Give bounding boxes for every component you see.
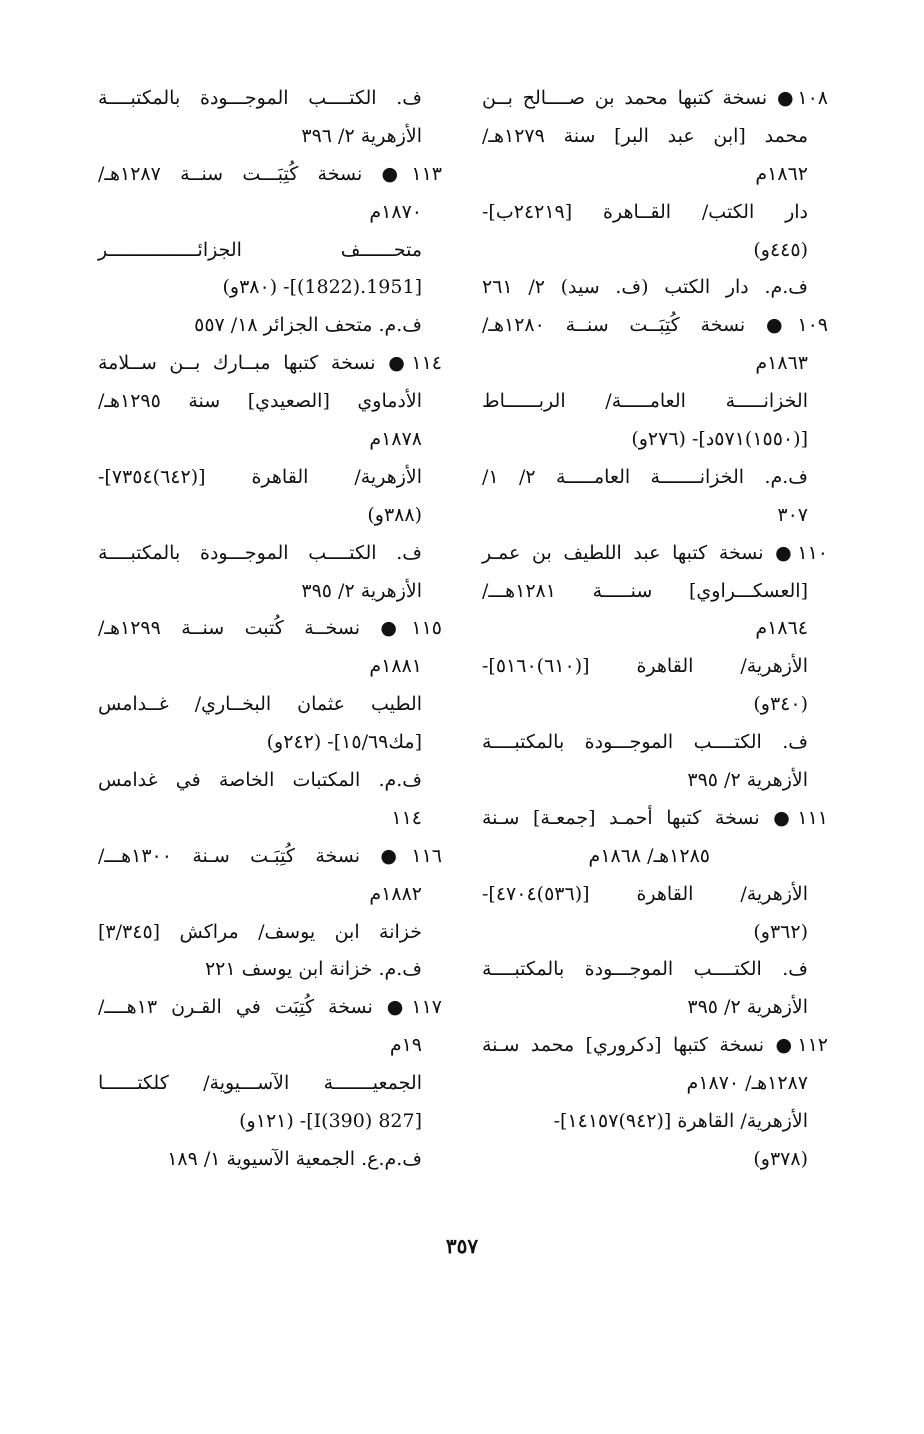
- text-line: ١٠٩● نسخة كُتِبَــت سنــة ١٢٨٠هـ/: [482, 314, 828, 337]
- text-line: ١١٥● نسخــة كُتبت سنــة ١٢٩٩هـ/: [98, 617, 442, 640]
- text-line: ١١٤: [391, 806, 422, 829]
- text-line: ف.م.ع. الجمعية الآسيوية ١/ ١٨٩: [167, 1147, 422, 1170]
- text-line: ف.م. خزانة ابن يوسف ٢٢١: [204, 958, 422, 981]
- text-line: (٣٤٠و): [753, 693, 808, 716]
- text-line: ف.م. الخزانـــــــة العامـــــة ٢/ ١/: [482, 465, 808, 488]
- text-line: الطيب عثمان البخــاري/ غــدامس: [98, 693, 422, 716]
- text-line: ١١٦● نسخة كُتِبَـت سـنة ١٣٠٠هـــ/: [98, 844, 442, 867]
- text-line: ١١٤● نسخة كتبها مبــارك بــن ســلامة: [98, 352, 442, 375]
- text-line: (٤٤٥و): [753, 238, 808, 261]
- text-line: ١١٢● نسخة كتبها [دكروري] محمد سـنة: [482, 1034, 828, 1057]
- text-line: الخزانـــــة العامـــــة/ الربــــــاط: [482, 390, 808, 413]
- text-line: محمد [ابن عبد البر] سنة ١٢٧٩هـ/: [482, 124, 808, 147]
- text-line: [(١٥٥٠)٥٧١د]- (٢٧٦و): [631, 428, 808, 451]
- page-number: ٣٥٧: [445, 1234, 479, 1258]
- text-line: الجمعيـــــــة الآســـيوية/ كلكتــــــا: [98, 1072, 422, 1095]
- text-line: الأدماوي [الصعيدي] سنة ١٢٩٥هـ/: [98, 390, 422, 413]
- text-line: الأزهرية/ القاهرة [(٦١٠)٥١٦٠]-: [482, 655, 808, 678]
- text-line: [827 I(390)]- (١٢١و): [239, 1110, 422, 1133]
- text-line: ٣٠٧: [777, 503, 808, 526]
- text-line: ف. الكتــــب الموجـــودة بالمكتبــــة: [98, 541, 422, 564]
- text-line: ١١٧● نسخة كُتِبَت في القـرن ١٣هــــ/: [98, 996, 442, 1019]
- text-line: ف. الكتــــب الموجـــودة بالمكتبــــة: [98, 87, 422, 109]
- text-line: ف.م. متحف الجزائر ١٨/ ٥٥٧: [194, 314, 422, 337]
- text-line: [1951.(1822)]- (٣٨٠و): [222, 276, 422, 299]
- text-line: متحــــــف الجزائــــــــــــــــر: [98, 238, 422, 261]
- text-line: ١٢٨٧هـ/ ١٨٧٠م: [686, 1072, 808, 1095]
- text-line: الأزهرية ٢/ ٣٩٥: [687, 996, 808, 1019]
- text-line: ١١٣● نسخة كُتِبَـــت سنــة ١٢٨٧هـ/: [98, 162, 442, 185]
- text-line: الأزهرية/ القاهرة [(٩٤٢)١٤١٥٧]-: [553, 1110, 808, 1133]
- text-line: ١٨٧٠م: [369, 200, 422, 223]
- text-line: [مك١٥/٦٩]- (٢٤٢و): [266, 731, 422, 754]
- text-line: ١١٠● نسخة كتبها عبد اللطيف بن عمـر: [482, 541, 828, 564]
- text-line: ١٨٧٨م: [369, 428, 422, 451]
- text-line: ١٨٦٢م: [755, 162, 808, 185]
- text-line: الأزهرية ٢/ ٣٩٥: [687, 769, 808, 792]
- text-line: ١٢٨٥هـ/ ١٨٦٨م: [588, 844, 710, 867]
- text-line: دار الكتب/ القــاهرة [٢٤٢١٩ب]-: [482, 200, 808, 223]
- text-line: ١٨٦٤م: [755, 617, 808, 640]
- text-line: خزانة ابن يوسف/ مراكش [٣/٣٤٥]: [98, 920, 422, 943]
- text-line: (٣٨٨و): [367, 503, 422, 526]
- text-line: ف. الكتــــب الموجـــودة بالمكتبــــة: [482, 731, 808, 754]
- text-line: ١٨٨٢م: [369, 882, 422, 905]
- text-line: ف.م. دار الكتب (ف. سيد) ٢/ ٢٦١: [482, 276, 808, 299]
- right-column: [482, 80, 828, 1179]
- text-line: (٣٦٢و): [753, 920, 808, 943]
- text-line: ١٩م: [389, 1034, 422, 1057]
- text-line: الأزهرية/ القاهرة [(٥٣٦)٤٧٠٤]-: [482, 882, 808, 905]
- text-line: ١١١● نسخة كتبها أحمـد [جمعـة] سـنة: [482, 806, 828, 829]
- text-line: (٣٧٨و): [753, 1147, 808, 1170]
- text-line: ف. الكتــــب الموجـــودة بالمكتبــــة: [482, 958, 808, 981]
- text-line: ١٨٦٣م: [755, 352, 808, 375]
- text-line: الأزهرية ٢/ ٣٩٥: [301, 579, 422, 602]
- left-column: [98, 80, 442, 1179]
- text-line: الأزهرية/ القاهرة [(٦٤٢)٧٣٥٤]-: [98, 465, 422, 488]
- text-line: ١٨٨١م: [369, 655, 422, 678]
- text-line: ١٠٨● نسخة كتبها محمد بن صــــالح بــن: [482, 87, 828, 109]
- text-line: الأزهرية ٢/ ٣٩٦: [301, 124, 422, 147]
- text-line: ف.م. المكتبات الخاصة في غدامس: [98, 769, 422, 792]
- text-line: [العسكـــراوي] سنـــــة ١٢٨١هـــ/: [482, 579, 808, 602]
